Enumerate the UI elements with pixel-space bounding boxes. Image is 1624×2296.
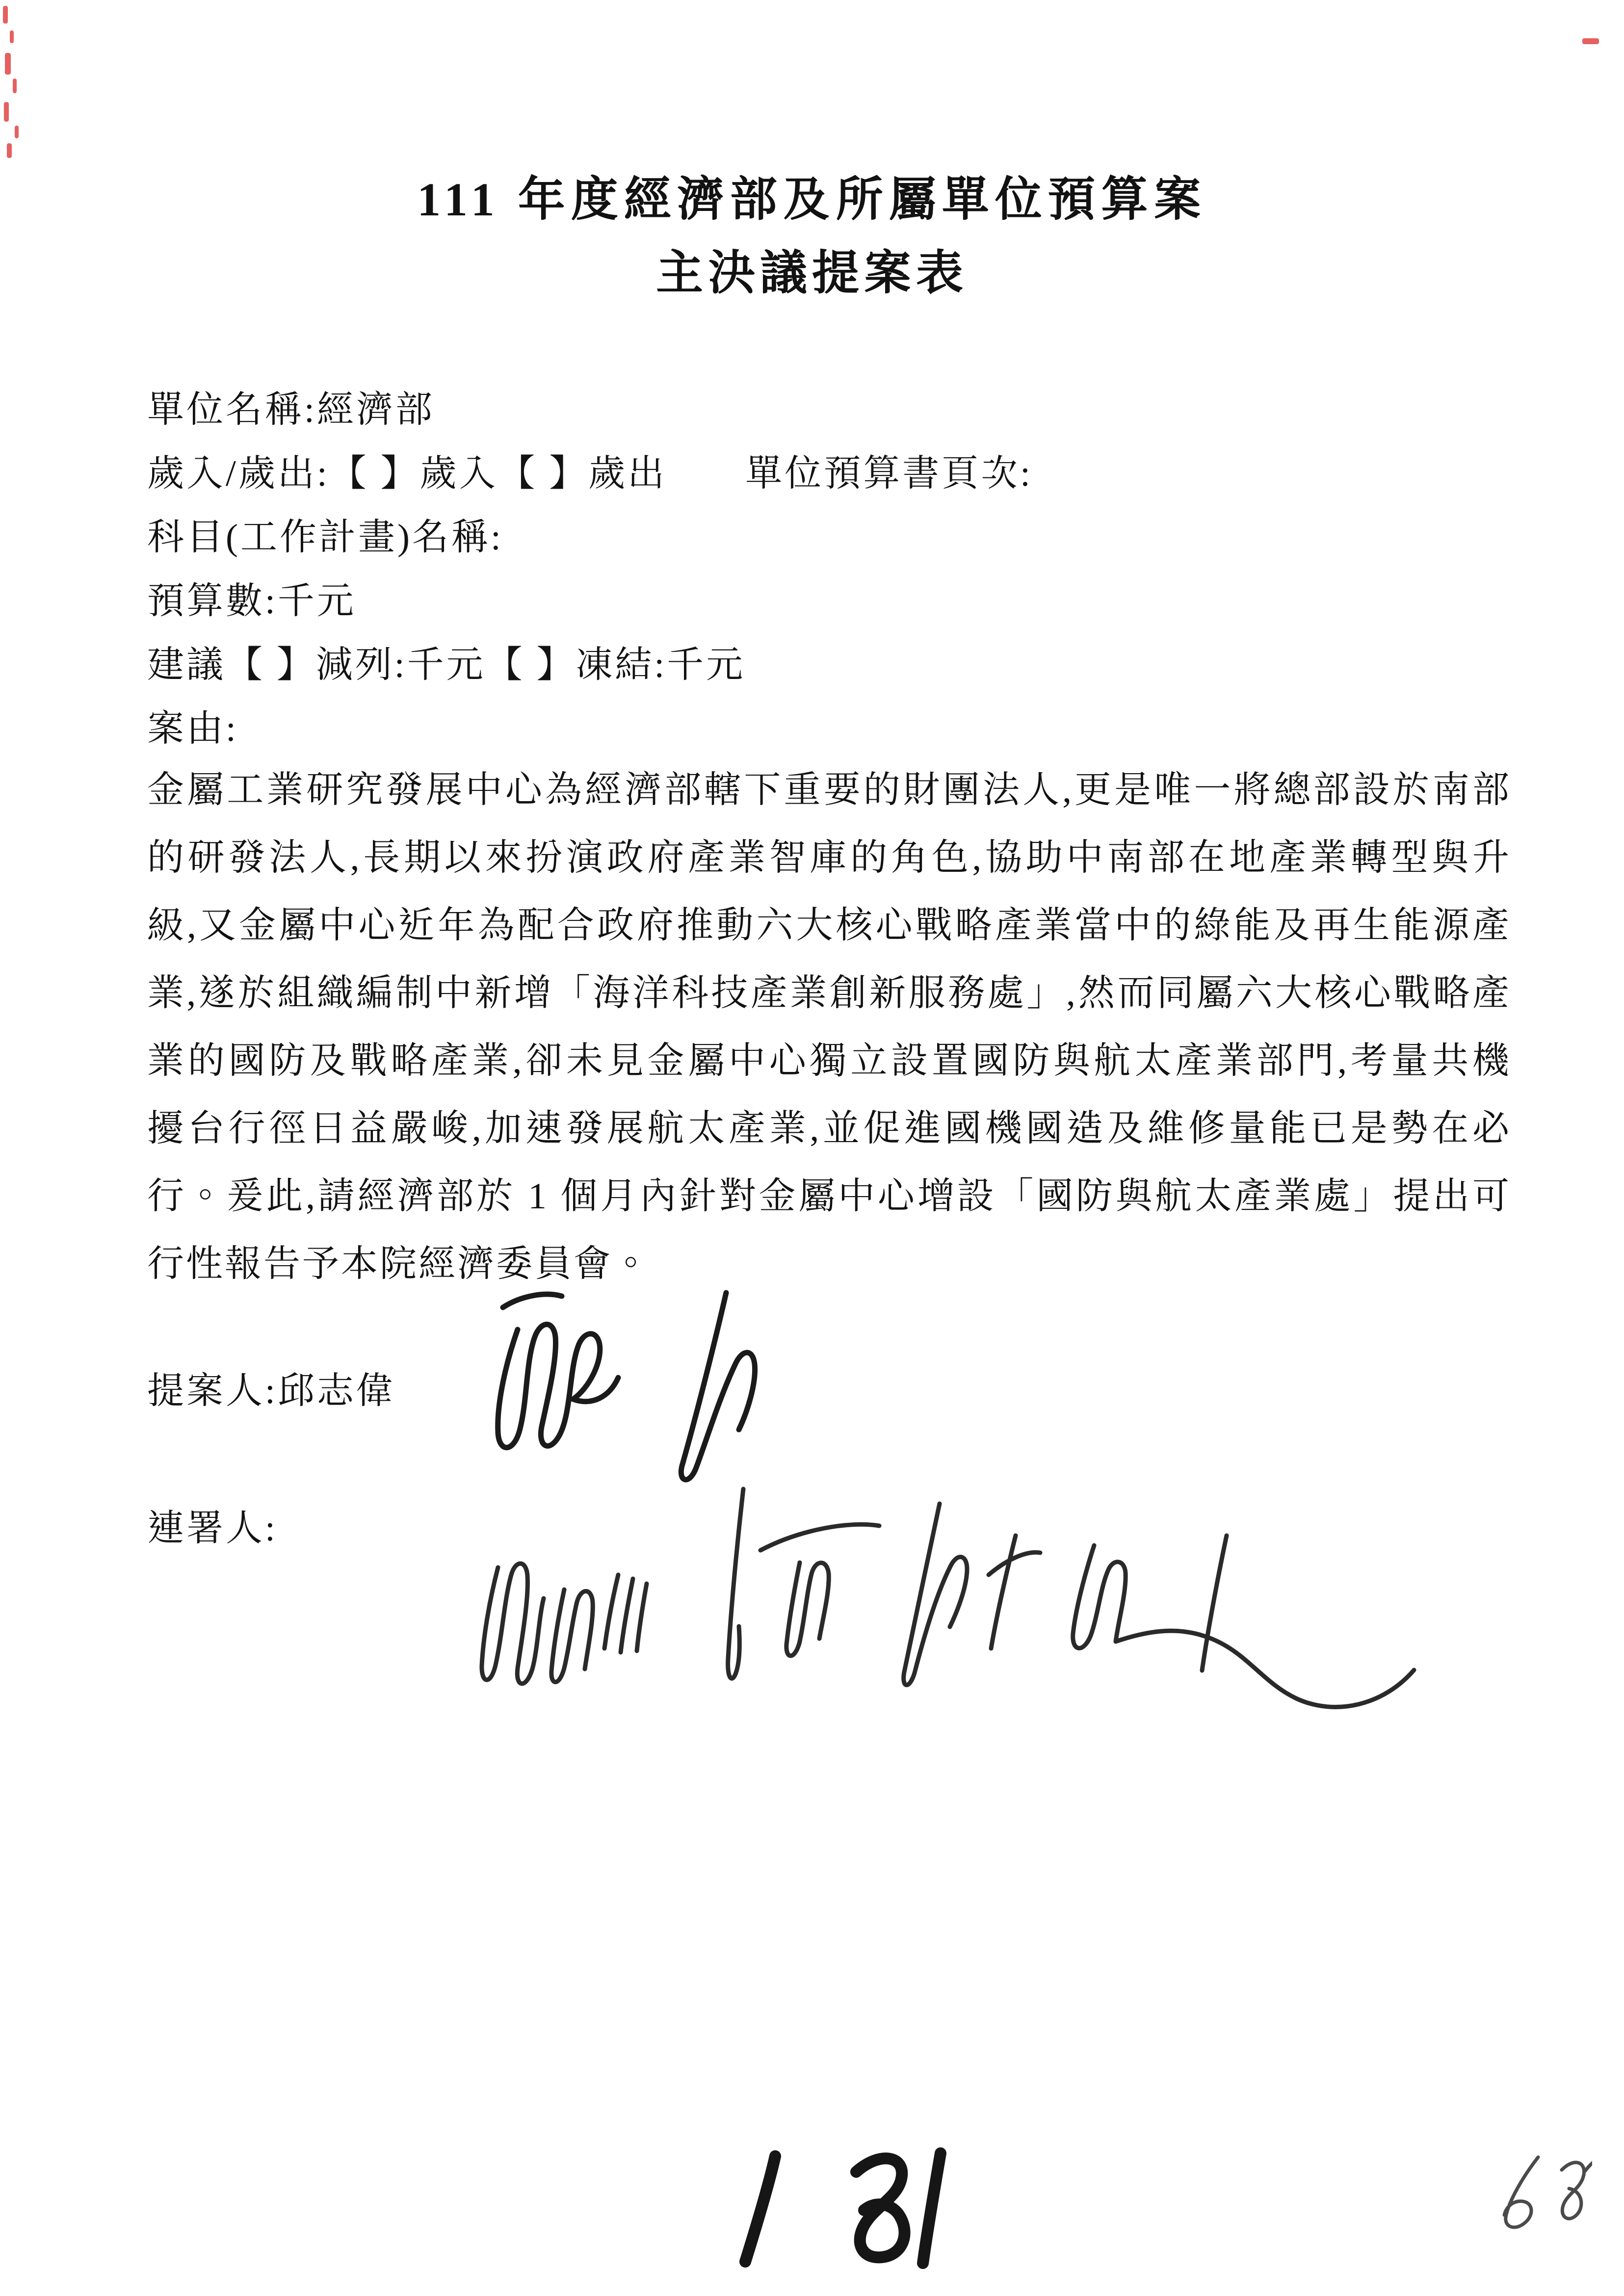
proposer-signature	[451, 1271, 785, 1487]
scan-artifact-red-mark	[13, 78, 17, 93]
case-text-line: 擾台行徑日益嚴峻,加速發展航太產業,並促進國機國造及維修量能已是勢在必	[147, 1108, 1511, 1149]
scan-artifact-red-mark	[3, 6, 8, 24]
scan-artifact-red-mark	[4, 102, 9, 122]
case-text-line: 業,遂於組織編制中新增「海洋科技產業創新服務處」,然而同屬六大核心戰略產	[147, 973, 1511, 1014]
scan-artifact-red-mark	[5, 53, 11, 75]
page-title: 111 年度經濟部及所屬單位預算案	[417, 173, 1207, 226]
proposer-line: 提案人:邱志偉	[147, 1371, 395, 1411]
scan-artifact-red-mark	[15, 126, 19, 138]
field-suggestion: 建議【 】減列:千元【 】凍結:千元	[147, 645, 746, 685]
field-case-label: 案由:	[147, 708, 238, 749]
cosigner-signature-2	[697, 1472, 1442, 1756]
field-unit-name: 單位名稱:經濟部	[147, 390, 435, 430]
cosigner-line: 連署人:	[147, 1508, 278, 1549]
case-text-paragraph	[147, 757, 1511, 1298]
case-text-line: 金屬工業研究發展中心為經濟部轄下重要的財團法人,更是唯一將總部設於南部	[147, 770, 1511, 810]
field-budget-amount: 預算數:千元	[147, 581, 356, 622]
page-subtitle: 主決議提案表	[656, 247, 968, 299]
case-text-line: 行。爰此,請經濟部於 1 個月內針對金屬中心增設「國防與航太產業處」提出可	[147, 1176, 1511, 1217]
handwritten-page-number-center	[714, 2141, 969, 2279]
case-text-line: 行性報告予本院經濟委員會。	[147, 1244, 652, 1284]
handwritten-page-number-corner	[1489, 2151, 1592, 2235]
field-revenue-expenditure: 歲入/歲出:【 】歲入【 】歲出 單位預算書頁次:	[147, 453, 1033, 494]
case-text-line: 業的國防及戰略產業,卻未見金屬中心獨立設置國防與航太產業部門,考量共機	[147, 1041, 1511, 1081]
case-text-line: 的研發法人,長期以來扮演政府產業智庫的角色,協助中南部在地產業轉型與升	[147, 837, 1511, 878]
scan-artifact-red-mark	[10, 30, 14, 43]
scan-artifact-red-mark	[1582, 38, 1599, 44]
scan-artifact-red-mark	[7, 143, 12, 158]
case-text-line: 級,又金屬中心近年為配合政府推動六大核心戰略產業當中的綠能及再生能源產	[147, 905, 1511, 946]
field-subject-name: 科目(工作計畫)名稱:	[147, 517, 503, 558]
cosigner-signature-1	[461, 1526, 707, 1737]
